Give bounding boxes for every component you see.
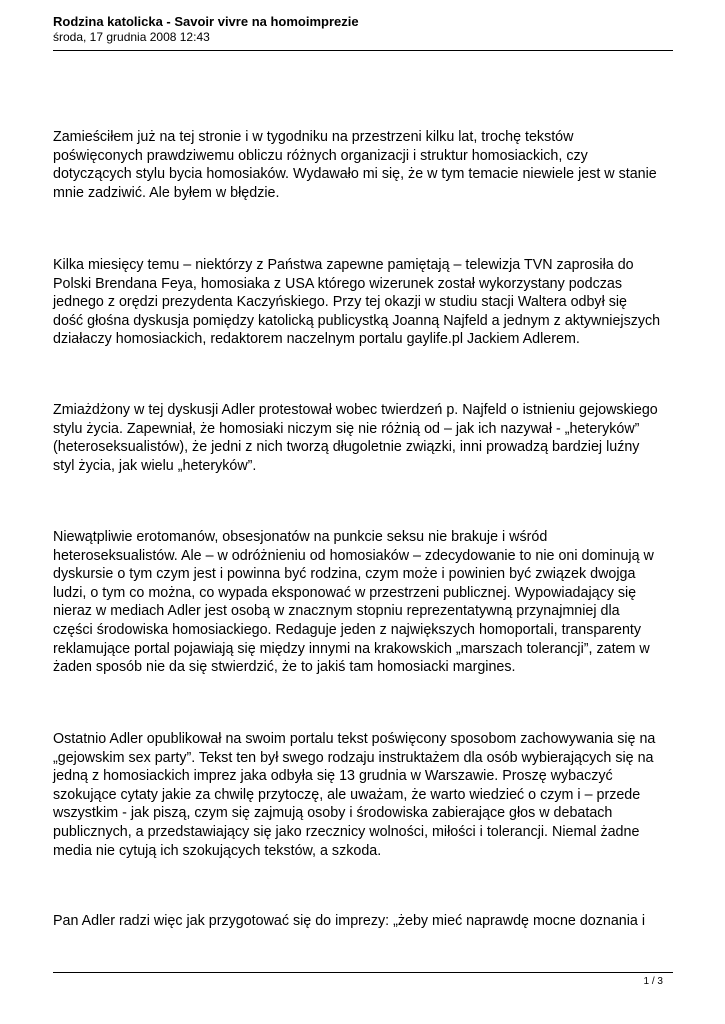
document-header xyxy=(53,14,673,45)
page-number: 1 / 3 xyxy=(643,976,663,987)
text-line: (heteroseksualistów), że jedni z nich tworzą długoletnie związki, inni prowadzą bardziej luźny xyxy=(53,439,640,456)
text-line: „gejowskim sex party”. Tekst ten był swego rodzaju instruktażem dla osób wybierających się na xyxy=(53,749,654,766)
paragraph-3 xyxy=(53,401,658,475)
paragraph-4 xyxy=(53,528,654,677)
text-line: dotyczących stylu bycia homosiaków. Wydawało mi się, że w tym temacie niewiele jest w stanie xyxy=(53,166,657,183)
paragraph-2 xyxy=(53,256,660,349)
text-line: Zamieściłem już na tej stronie i w tygodniku na przestrzeni kilku lat, trochę tekstów xyxy=(53,129,574,145)
footer-divider xyxy=(53,972,673,973)
text-line: ludzi, o tym co można, co wypada eksponować w przestrzeni publicznej. Wypowiadający się xyxy=(53,584,637,601)
paragraph-6 xyxy=(53,912,645,931)
text-line: jedną z homosiackich imprez jaka odbyła się 13 grudnia w Warszawie. Proszę wybaczyć xyxy=(53,768,613,785)
paragraph-1 xyxy=(53,128,657,202)
text-line: żaden sposób nie da się stwierdzić, że to jakiś tam homosiacki margines. xyxy=(53,659,516,676)
paragraph-5 xyxy=(53,730,655,860)
text-line: media nie cytują ich szokujących tekstów, a szkoda. xyxy=(53,842,382,859)
text-line: nieraz w mediach Adler jest osobą w znacznym stopniu reprezentatywną przynajmniej dla xyxy=(53,603,620,620)
text-line: szokujące cytaty jakie za chwilę przytoczę, ale uważam, że warto wiedzieć o czym i – przede xyxy=(53,786,641,803)
text-line: jednego z orędzi prezydenta Kaczyńskiego. Przy tej okazji w studiu stacji Waltera odbył się xyxy=(53,294,628,311)
text-line: części środowiska homosiackiego. Redaguje jeden z największych homoportali, transparenty xyxy=(53,621,642,638)
text-line: stylu życia. Zapewniał, że homosiaki niczym się nie różnią od – jak ich nazywał - „heteryków” xyxy=(53,420,640,437)
text-line: heteroseksualistów. Ale – w odróżnieniu od homosiaków – zdecydowanie to nie oni dominują w xyxy=(53,547,654,564)
text-line: Pan Adler radzi więc jak przygotować się do imprezy: „żeby mieć naprawdę mocne doznania i xyxy=(53,913,646,929)
text-line: Ostatnio Adler opublikował na swoim portalu tekst poświęcony sposobom zachowywania się na xyxy=(53,731,656,747)
text-line: poświęconych prawdziwemu obliczu różnych organizacji i struktur homosiackich, czy xyxy=(53,147,588,164)
text-line: Polski Brendana Feya, homosiaka z USA którego wizerunek został wykorzystany podczas xyxy=(53,275,622,292)
text-line: publicznych, a przedstawiający się jako rzecznicy wolności, miłości i tolerancji. Niemal żadne xyxy=(53,823,640,840)
text-line: reklamujące portal pojawiają się między innymi na krakowskich „marszach tolerancji”, zatem w xyxy=(53,640,650,657)
document-title: Rodzina katolicka - Savoir vivre na homoimprezie xyxy=(53,14,359,29)
text-line: wszystkim - jak piszą, czym się zajmują osoby i środowiska zabierające głos w debatach xyxy=(53,805,613,822)
text-line: mnie zadziwić. Ale byłem w błędzie. xyxy=(53,184,280,201)
text-line: Zmiażdżony w tej dyskusji Adler protestował wobec twierdzeń p. Najfeld o istnieniu gejowskiego xyxy=(53,402,658,418)
text-line: dyskursie o tym czym jest i powinna być rodzina, czym może i powinien być związek dwojga xyxy=(53,566,636,583)
text-line: styl życia, jak wielu „heteryków”. xyxy=(53,457,257,474)
header-divider xyxy=(53,50,673,51)
text-line: działaczy homosiackich, redaktorem naczelnym portalu gaylife.pl Jackiem Adlerem. xyxy=(53,331,580,348)
text-line: Kilka miesięcy temu – niektórzy z Państwa zapewne pamiętają – telewizja TVN zaprosiła do xyxy=(53,257,634,273)
text-line: Niewątpliwie erotomanów, obsesjonatów na punkcie seksu nie brakuje i wśród xyxy=(53,529,548,545)
text-line: dość głośna dyskusja pomiędzy katolicką publicystką Joanną Najfeld a jednym z aktywniejszych xyxy=(53,312,661,329)
document-date: środa, 17 grudnia 2008 12:43 xyxy=(53,30,210,44)
